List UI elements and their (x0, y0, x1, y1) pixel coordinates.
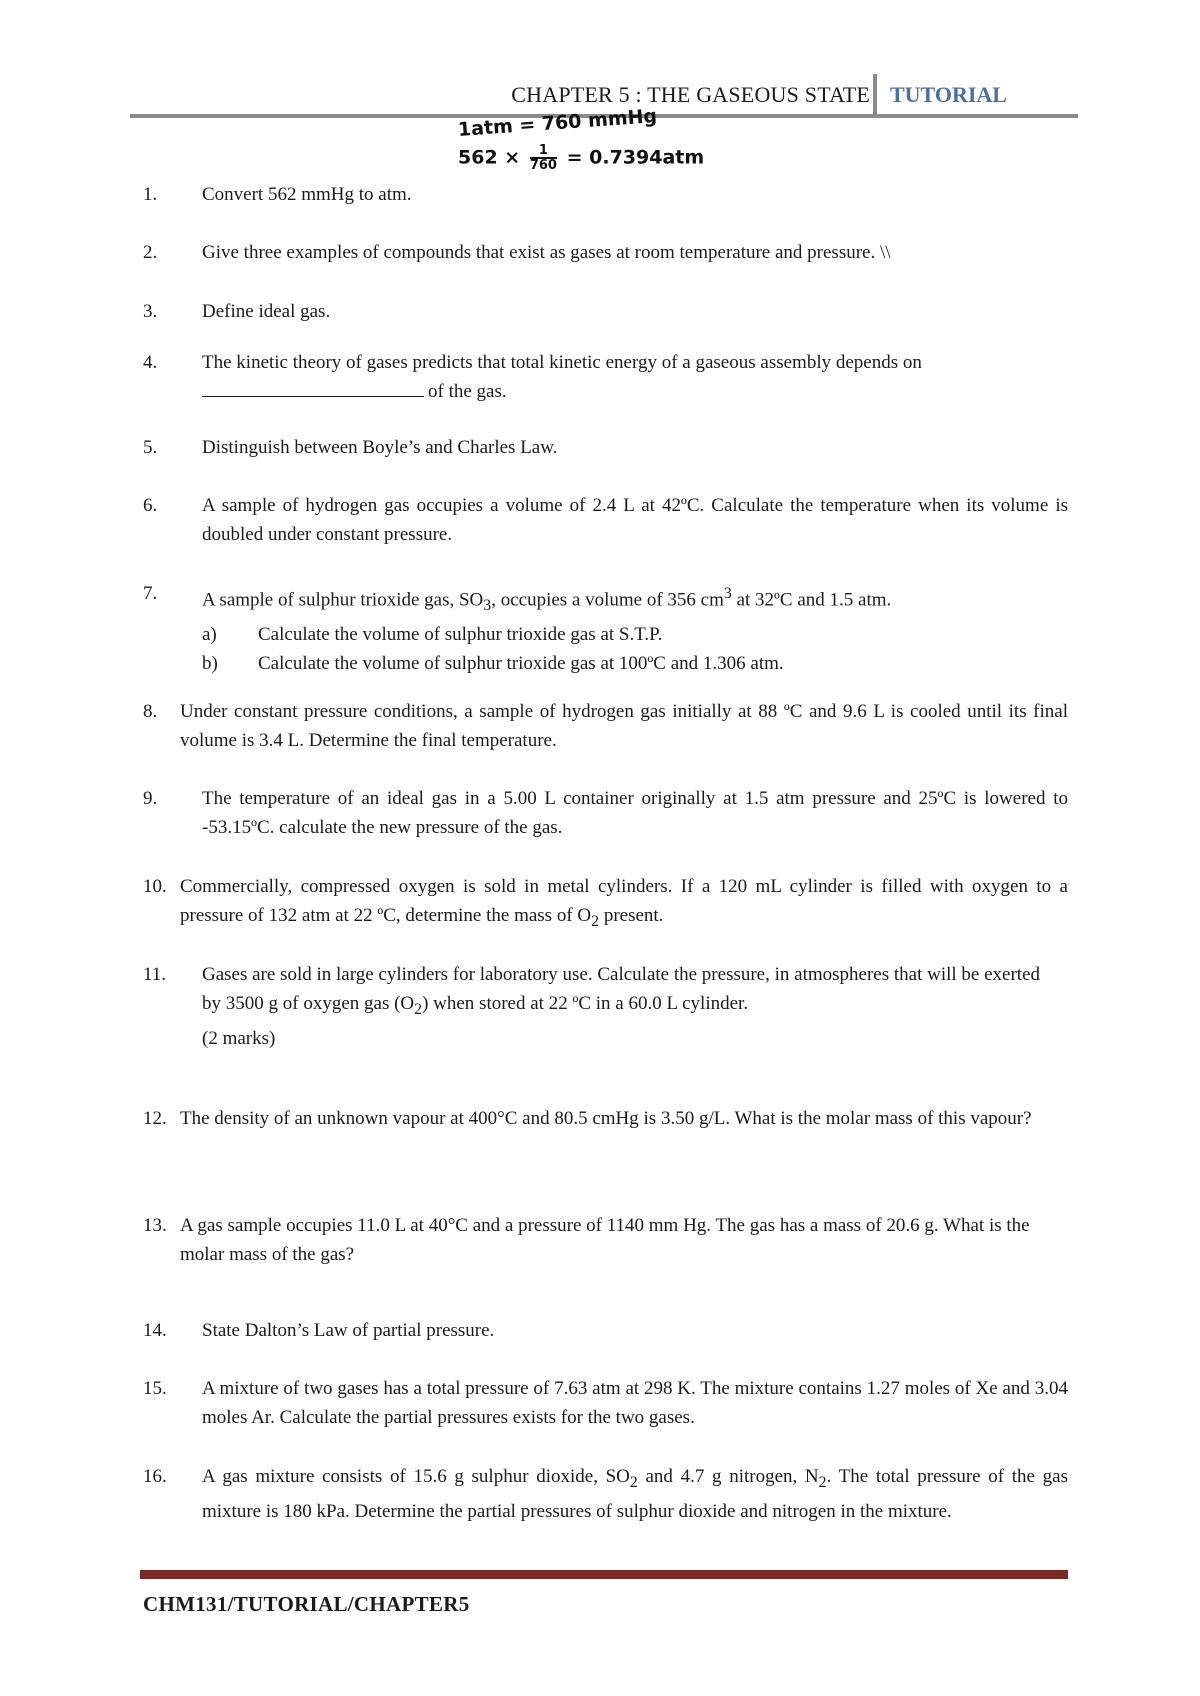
question-number: 6. (143, 495, 158, 516)
question-text-part: The kinetic theory of gases predicts that total kinetic energy of a gaseous assembly depends on (202, 352, 922, 373)
question-text (202, 348, 1068, 406)
question-number: 10. (143, 876, 167, 897)
question-text-part: Gases are sold in large cylinders for laboratory use. Calculate the pressure, in atmospheres that will be exerted by 3500 g of oxygen gas (O (202, 964, 1041, 1014)
question-text (202, 960, 1062, 1053)
question-number: 11. (143, 964, 167, 985)
question-number: 13. (143, 1215, 167, 1236)
sub-questions (202, 620, 1068, 678)
sub-question-label: a) (202, 624, 217, 646)
footer-bar (140, 1570, 1068, 1579)
header-separator (873, 74, 877, 118)
question-text (202, 579, 1068, 678)
question-number: 4. (143, 352, 158, 373)
question-number: 9. (143, 788, 158, 809)
question-text (202, 1462, 1068, 1526)
subscript: 2 (591, 912, 600, 930)
question-number: 12. (143, 1108, 167, 1129)
question-text-part: Commercially, compressed oxygen is sold in metal cylinders. If a 120 mL cylinder is filled with oxygen to a pressure of 132 atm at 22 ºC, determine the mass of O (180, 876, 1068, 926)
handwritten-calc-result: = 0.7394atm (566, 146, 705, 169)
superscript: 3 (723, 585, 732, 602)
question-text: A sample of hydrogen gas occupies a volume of 2.4 L at 42ºC. Calculate the temperature when its volume is doubled under constant pressure. (202, 495, 1068, 545)
page-header (130, 82, 1078, 110)
question-text-part: A gas mixture consists of 15.6 g sulphur dioxide, SO (202, 1466, 630, 1487)
question-number: 15. (143, 1378, 167, 1399)
question-text: State Dalton’s Law of partial pressure. (202, 1320, 495, 1341)
fraction-numerator: 1 (530, 144, 557, 159)
question-text: Distinguish between Boyle’s and Charles Law. (202, 437, 558, 458)
question-number: 7. (143, 583, 158, 604)
handwritten-line-1: 1atm = 760 mmHg (457, 105, 658, 141)
sub-question-b (202, 649, 1068, 678)
question-text-part: . The total pressure of the gas mixture is 180 kPa. Determine the partial pressures of sulphur dioxide and nitrogen in the mixture. (202, 1466, 1068, 1522)
question-text: A mixture of two gases has a total pressure of 7.63 atm at 298 K. The mixture contains 1.27 moles of Xe and 3.04 moles Ar. Calculate the partial pressures exists for the two gases. (202, 1378, 1068, 1428)
question-number: 5. (143, 437, 158, 458)
chapter-title: CHAPTER 5 : THE GASEOUS STATE (511, 82, 870, 107)
question-text: A gas sample occupies 11.0 L at 40°C and a pressure of 1140 mm Hg. The gas has a mass of 20.6 g. What is the molar mass of the gas? (180, 1215, 1030, 1265)
question-text: Under constant pressure conditions, a sample of hydrogen gas initially at 88 ºC and 9.6 L is cooled until its final volume is 3.4 L. Determine the final temperature. (180, 701, 1068, 751)
question-text-part: of the gas. (428, 381, 507, 402)
fraction-denominator: 760 (529, 158, 557, 173)
question-text-part: ) when stored at 22 ºC in a 60.0 L cylinder. (422, 993, 749, 1014)
sub-question-text: Calculate the volume of sulphur trioxide gas at S.T.P. (258, 624, 663, 646)
subscript: 3 (483, 597, 492, 615)
question-number: 14. (143, 1320, 167, 1341)
question-text: Give three examples of compounds that exist as gases at room temperature and pressure. \\ (202, 242, 891, 263)
answer-blank (202, 378, 424, 397)
question-text: The density of an unknown vapour at 400°C and 80.5 cmHg is 3.50 g/L. What is the molar mass of this vapour? (180, 1108, 1032, 1129)
question-text-part: A sample of sulphur trioxide gas, SO (202, 589, 484, 611)
question-text-part: present. (599, 905, 664, 926)
question-number: 1. (143, 184, 158, 205)
handwritten-fraction (530, 144, 557, 172)
tutorial-tag: TUTORIAL (890, 82, 1007, 107)
subscript: 2 (818, 1473, 827, 1491)
footer-code: CHM131/TUTORIAL/CHAPTER5 (143, 1592, 470, 1616)
question-text (180, 872, 1068, 936)
question-number: 3. (143, 301, 158, 322)
sub-question-label: b) (202, 653, 218, 675)
marks-label: (2 marks) (202, 1027, 276, 1049)
question-text: The temperature of an ideal gas in a 5.00 L container originally at 1.5 atm pressure and 25ºC is lowered to -53.15ºC. calculate the new pressure of the gas. (202, 788, 1068, 838)
handwritten-line-2 (458, 144, 704, 172)
question-text: Define ideal gas. (202, 301, 331, 322)
question-text: Convert 562 mmHg to atm. (202, 184, 412, 205)
sub-question-text: Calculate the volume of sulphur trioxide gas at 100ºC and 1.306 atm. (258, 653, 784, 675)
question-text-part: at 32ºC and 1.5 atm. (731, 589, 892, 611)
question-number: 2. (143, 242, 158, 263)
question-number: 16. (143, 1466, 167, 1487)
handwritten-calc-part-a: 562 × (458, 146, 521, 169)
subscript: 2 (629, 1473, 638, 1491)
subscript: 2 (414, 1000, 423, 1018)
question-text-part: and 4.7 g nitrogen, N (637, 1466, 819, 1487)
question-number: 8. (143, 701, 158, 722)
sub-question-a (202, 620, 1068, 649)
question-text-part: , occupies a volume of 356 cm (491, 589, 724, 611)
handwritten-note (457, 105, 705, 173)
